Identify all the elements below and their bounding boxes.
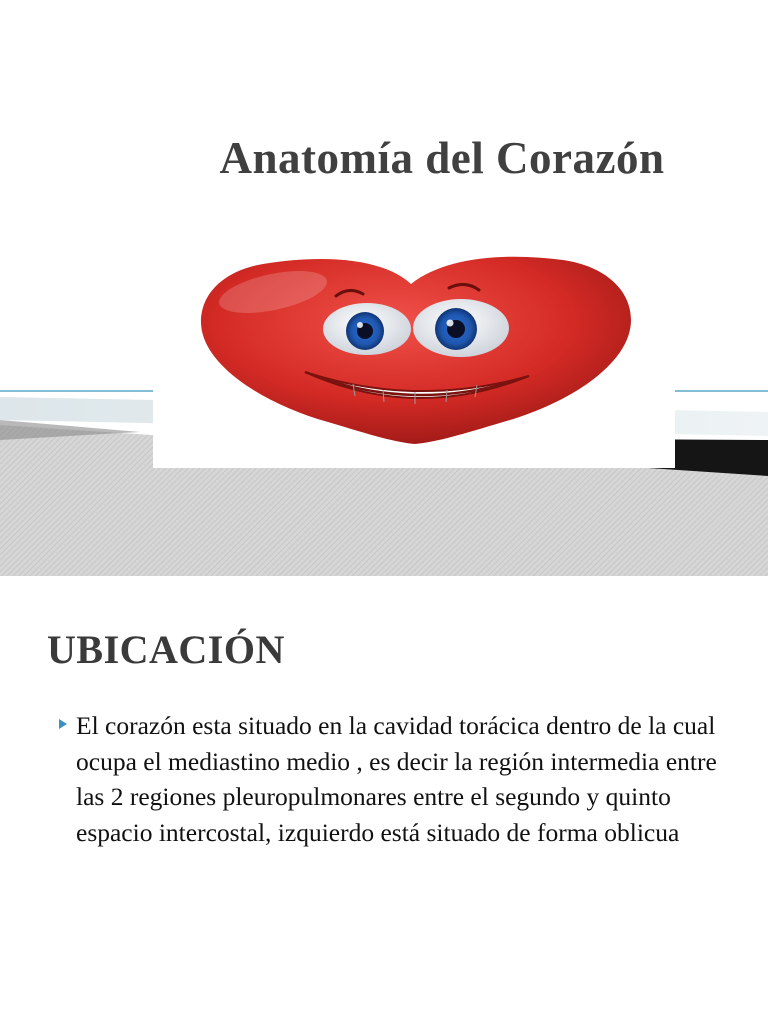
triangle-bullet-icon (58, 718, 68, 730)
content-slide (0, 576, 768, 1024)
slide-title: Anatomía del Corazón (219, 133, 665, 183)
bullet-text: El corazón esta situado en la cavidad torácica dentro de la cual ocupa el mediastino medio , es decir la región intermedia entre las 2 regiones pleuropulmonares entre el segundo y quinto espacio intercostal, izquierdo está situado de forma oblicua (76, 711, 717, 847)
section-title: UBICACIÓN (47, 627, 285, 672)
heart-image (153, 244, 675, 468)
smiling-heart-icon (153, 244, 675, 468)
